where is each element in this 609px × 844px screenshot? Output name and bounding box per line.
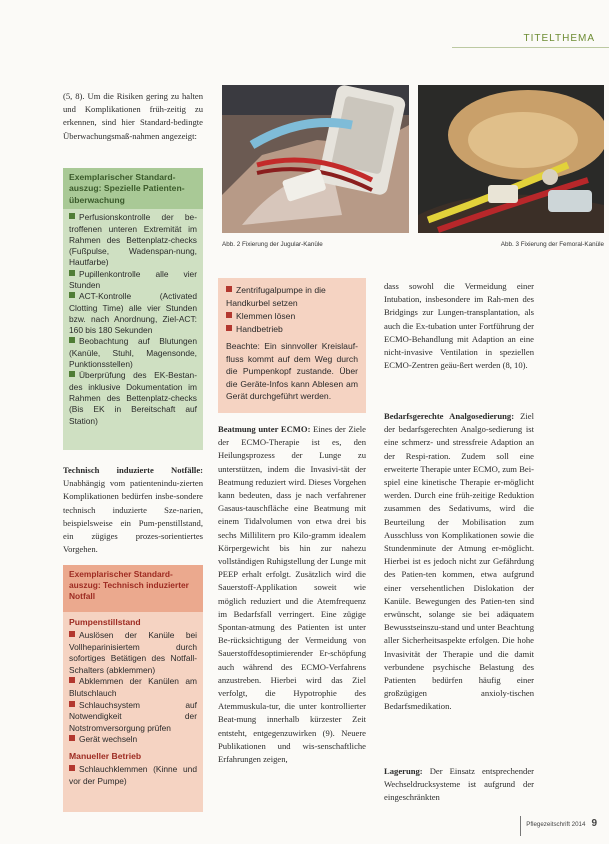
list-item: Perfusionskontrolle der be-troffenen unteren Extremität im Rahmen des Bettenplatz-checks (Fußpulse, Wadenspan-nung, Hautfarbe) <box>69 212 197 268</box>
standard-box-emergency <box>63 612 203 812</box>
paragraph-text: Ziel der bedarfsgerechten Analgo-sedierung ist eine schmerz- und stressfreie Adaption an der Respi-ration. Zudem soll eine erweiterte Therapie unter ECMO, zum Bei-spiel eine kinetische Therapie er-möglicht werden. Durch eine früh-zeitige Reduktion zusammen des Sedativums, wird die Beurteilung der Mobilisation zum Ausschluss von Komplikationen sowie die Stundenminute der Atmung er-möglicht. Hierbei ist es jedoch nicht zur Gefährdung des Patien-ten kommen, etwa aufgrund einer versehentlichen Dislokation der Kanüle. Bewegungen des Patien-ten sind erwünscht, solange sie bei adäquatem Bewusstseinszu-stand und unter Beachtung aller Sicherheitsaspekte erfolgen. Die hohe Invasivität der Therapie und die damit verbundene psychische Belastung des Patienten bedürfen häufig einer großzügigen anxioly-tischen Bedarfsmedikation. <box>384 411 534 712</box>
footer-rule <box>520 816 521 836</box>
photo-femoral-cannula <box>418 85 604 233</box>
bullet-square-icon <box>69 337 75 343</box>
list-item: Schlauchsystem auf Notwendigkeit der Notstromversorgung prüfen <box>69 699 197 733</box>
bullet-square-icon <box>69 677 75 683</box>
intro-paragraph: (5, 8). Um die Risiken gering zu halten und Komplikationen früh-zeitig zu erkennen, sind hier Standard-bedingte Überwachungsmaß-nahmen angezeigt: <box>63 91 203 141</box>
left-paragraph <box>63 464 203 556</box>
box-title: Exemplarischer Standard-auszug: Spezielle Patienten-überwachung <box>63 168 203 209</box>
middle-paragraph <box>218 423 366 766</box>
monitoring-list <box>63 209 203 427</box>
list-item: Schlauchklemmen (Kinne und vor der Pumpe) <box>69 763 197 786</box>
page-number: 9 <box>591 818 597 829</box>
list-item: Auslösen der Kanüle bei Vollheparinisiertem durch sofortiges Betätigen des Notfall-Schalters (abklemmen) <box>69 630 197 675</box>
jugular-photo-image <box>222 85 409 233</box>
bullet-square-icon <box>69 270 75 276</box>
list-item: Handbetrieb <box>226 323 358 336</box>
header-rule <box>452 47 609 48</box>
paragraph-text: Unabhängig vom patientenindu-zierten Komplikationen bedürfen insbe-sondere technisch induzierte Sze-narien, beispielsweise ein Pum-penstillstand, ein zügiges prozes-sorientiertes Vorgehen. <box>63 478 203 555</box>
bullet-square-icon <box>69 292 75 298</box>
list-item: Pupillenkontrolle alle vier Stunden <box>69 268 197 290</box>
list-item: ACT-Kontrolle (Activated Clotting Time) alle vier Stunden bzw. nach Anordnung, Ziel-ACT: 160 bis 180 Sekunden <box>69 291 197 336</box>
list-title: Manueller Betrieb <box>69 750 142 761</box>
paragraph-lead: Bedarfsgerechte Analgosedierung: <box>384 411 515 421</box>
right-paragraph-analgosedation <box>384 410 534 714</box>
bullet-square-icon <box>226 325 232 331</box>
manual-list <box>63 764 203 787</box>
bullet-square-icon <box>69 735 75 741</box>
paragraph-text: Der Einsatz entsprechender Wechseldrucksysteme ist aufgrund der eingeschränkten <box>384 766 534 803</box>
bullet-square-icon <box>69 213 75 219</box>
femoral-photo-image <box>418 85 604 233</box>
standard-box-monitoring <box>63 168 203 450</box>
bullet-square-icon <box>69 765 75 771</box>
list-title: Pumpenstillstand <box>69 617 141 627</box>
bullet-square-icon <box>69 631 75 637</box>
bullet-square-icon <box>69 371 75 377</box>
right-paragraph-positioning <box>384 765 534 805</box>
box-note: Beachte: Ein sinnvoller Kreislauf-fluss kommt auf dem Weg durch die Pumpenkopf zustande. Über die Geräte-Infos kann Ablesen am Gerät durchgeführt werden. <box>226 341 358 402</box>
emergency-list <box>63 630 203 746</box>
list-item: Beobachtung auf Blutungen (Kanüle, Stuhl, Magensonde, Punktionsstellen) <box>69 336 197 370</box>
paragraph-lead: Lagerung: <box>384 766 423 776</box>
list-item: Überprüfung des EK-Bestan-des inklusive Dokumentation im Rahmen des Bettenplatz-checks (Bis EK in Bereitschaft auf Station) <box>69 370 197 426</box>
section-header: TITELTHEMA <box>523 33 595 44</box>
list-item: Gerät wechseln <box>69 734 197 746</box>
bullet-square-icon <box>226 286 232 292</box>
paragraph-lead: Beatmung unter ECMO: <box>218 424 311 434</box>
manual-steps-list <box>218 278 366 338</box>
figure-caption-3: Abb. 3 Fixierung der Femoral-Kanüle <box>500 241 604 248</box>
paragraph-text: Eines der Ziele der ECMO-Therapie ist es, den Heilungsprozess der Lunge zu unterstützen, indem die Invasivi-tät der Beatmung reduziert wird. Dieses Vorgehen kann bedeuten, dass je nach verfahrener Gasaus-tauschfläche eine Beatmung mit einem Tidalvolumen von etwa drei bis sechs Millilitern pro Kilo-gramm idealem Körpergewicht bis hin zur nahezu vollständigen Ruhigstellung der Lunge mit PEEP erhalt erfolgt. Zusätzlich wird die Sauerstoff-Applikation soweit wie möglich reduziert und die Atemfrequenz im Bedarfsfall verringert. Eine zügige Spontan-atmung des Patienten ist unter Be-rücksichtigung der Vermeidung von Sauerstoffdesoptimierender Er-schöpfung auch während des ECMO-Verfahrens anzustreben. Hierbei wird das Ziel verfolgt, die Hypotrophie des Atemmuskula-tur, die unter kontrollierter Beat-mung innerhalb kürzester Zeit entsteht, entgegenzuwirken (9). Neuere Publikationen und wis-senschaftliche Erfahrungen zeigen, <box>218 424 366 765</box>
bullet-square-icon <box>69 701 75 707</box>
standard-box-manual-operation <box>218 278 366 413</box>
list-item: Abklemmen der Kanülen am Blutschlauch <box>69 676 197 698</box>
paragraph-lead: Technisch induzierte Notfälle: <box>63 465 203 475</box>
box-title: Exemplarischer Standard-auszug: Technisch induzierter Notfall <box>63 565 203 612</box>
list-item: Zentrifugalpumpe in die Handkurbel setzen <box>226 285 326 308</box>
page-footer <box>526 818 597 829</box>
standard-box-emergency-header <box>63 565 203 612</box>
bullet-square-icon <box>226 312 232 318</box>
photo-jugular-cannula <box>222 85 409 233</box>
journal-name: Pflegezeitschrift 2014 <box>526 821 586 828</box>
figure-caption-2: Abb. 2 Fixierung der Jugular-Kanüle <box>222 241 323 248</box>
right-paragraph-top: dass sowohl die Vermeidung einer Intubation, insbesondere im Rah-men des Bridgings zur Lungen-transplantation, als auch die Ex-tubation unter Fortführung der ECMO-Behandlung mit Adaption an eine nicht-invasive Ventilation in speziellen ECMO-Zentren geäu-ßert werden (8, 10). <box>384 281 534 371</box>
list-item: Klemmen lösen <box>226 310 358 323</box>
